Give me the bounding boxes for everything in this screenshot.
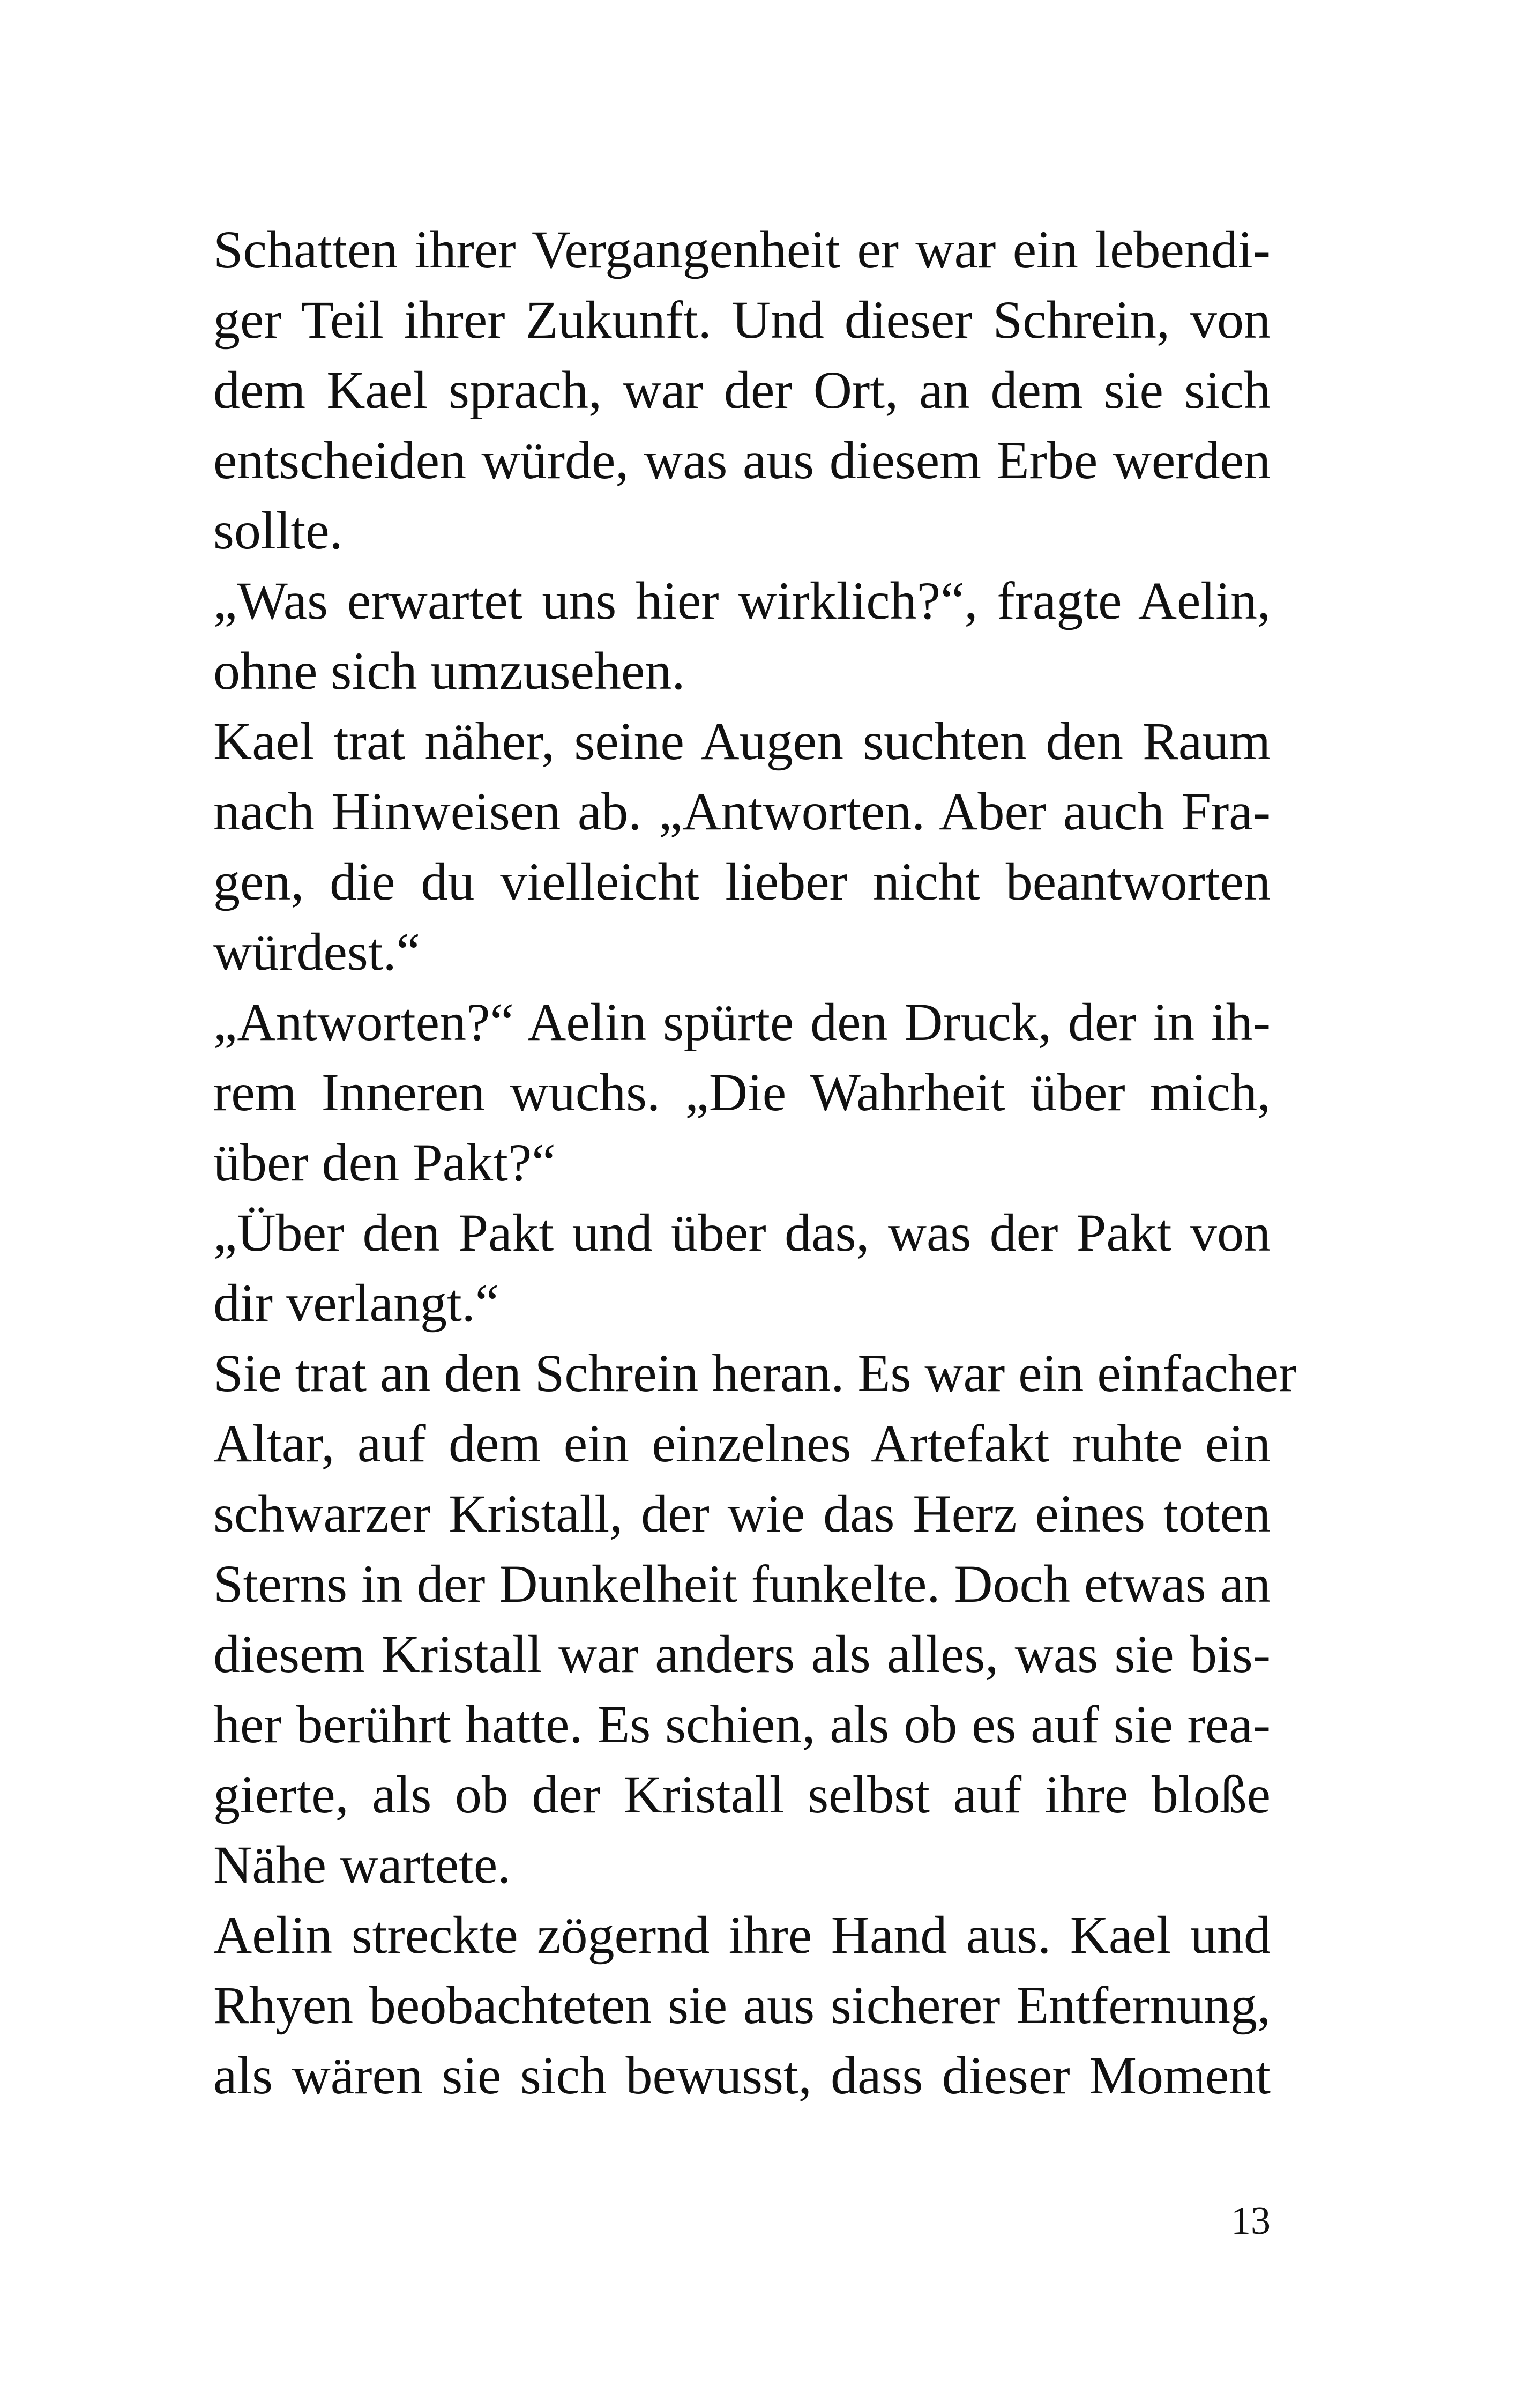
text-line: gierte, als ob der Kristall selbst auf ihre bloße bbox=[213, 1765, 1271, 1824]
text-line: Schatten ihrer Vergangenheit er war ein lebendi- bbox=[213, 220, 1271, 279]
text-line: rem Inneren wuchs. „Die Wahrheit über mich, bbox=[213, 1062, 1271, 1122]
text-line: „Antworten?“ Aelin spürte den Druck, der in ih- bbox=[213, 992, 1271, 1052]
text-line: ger Teil ihrer Zukunft. Und dieser Schrein, von bbox=[213, 290, 1271, 350]
text-line: schwarzer Kristall, der wie das Herz eines toten bbox=[213, 1484, 1271, 1543]
page-number: 13 bbox=[1231, 2199, 1271, 2243]
text-line: dir verlangt.“ bbox=[213, 1273, 499, 1333]
text-line: nach Hinweisen ab. „Antworten. Aber auch Fra- bbox=[213, 782, 1271, 841]
text-line: Sterns in der Dunkelheit funkelte. Doch etwas an bbox=[213, 1554, 1271, 1614]
text-line: entscheiden würde, was aus diesem Erbe werden bbox=[213, 430, 1271, 490]
text-line: ohne sich umzusehen. bbox=[213, 641, 685, 701]
text-line: her berührt hatte. Es schien, als ob es auf sie rea- bbox=[213, 1694, 1271, 1754]
text-line: Aelin streckte zögernd ihre Hand aus. Kael und bbox=[213, 1905, 1271, 1965]
text-line: gen, die du vielleicht lieber nicht beantworten bbox=[213, 852, 1271, 911]
text-line: Altar, auf dem ein einzelnes Artefakt ruhte ein bbox=[213, 1414, 1271, 1473]
body-text bbox=[213, 214, 1297, 2110]
text-line: Rhyen beobachteten sie aus sicherer Entfernung, bbox=[213, 1975, 1271, 2035]
text-line: sollte. bbox=[213, 501, 343, 560]
text-line: Sie trat an den Schrein heran. Es war ein einfacher bbox=[213, 1343, 1297, 1403]
text-line: dem Kael sprach, war der Ort, an dem sie sich bbox=[213, 360, 1271, 420]
text-line: als wären sie sich bewusst, dass dieser Moment bbox=[213, 2046, 1271, 2105]
text-line: „Was erwartet uns hier wirklich?“, fragte Aelin, bbox=[213, 571, 1271, 630]
text-line: würdest.“ bbox=[213, 922, 420, 982]
text-line: diesem Kristall war anders als alles, was sie bis- bbox=[213, 1624, 1271, 1684]
text-line: „Über den Pakt und über das, was der Pakt von bbox=[213, 1203, 1271, 1262]
text-line: über den Pakt?“ bbox=[213, 1133, 556, 1192]
text-line: Kael trat näher, seine Augen suchten den Raum bbox=[213, 711, 1271, 771]
text-line: Nähe wartete. bbox=[213, 1835, 511, 1894]
